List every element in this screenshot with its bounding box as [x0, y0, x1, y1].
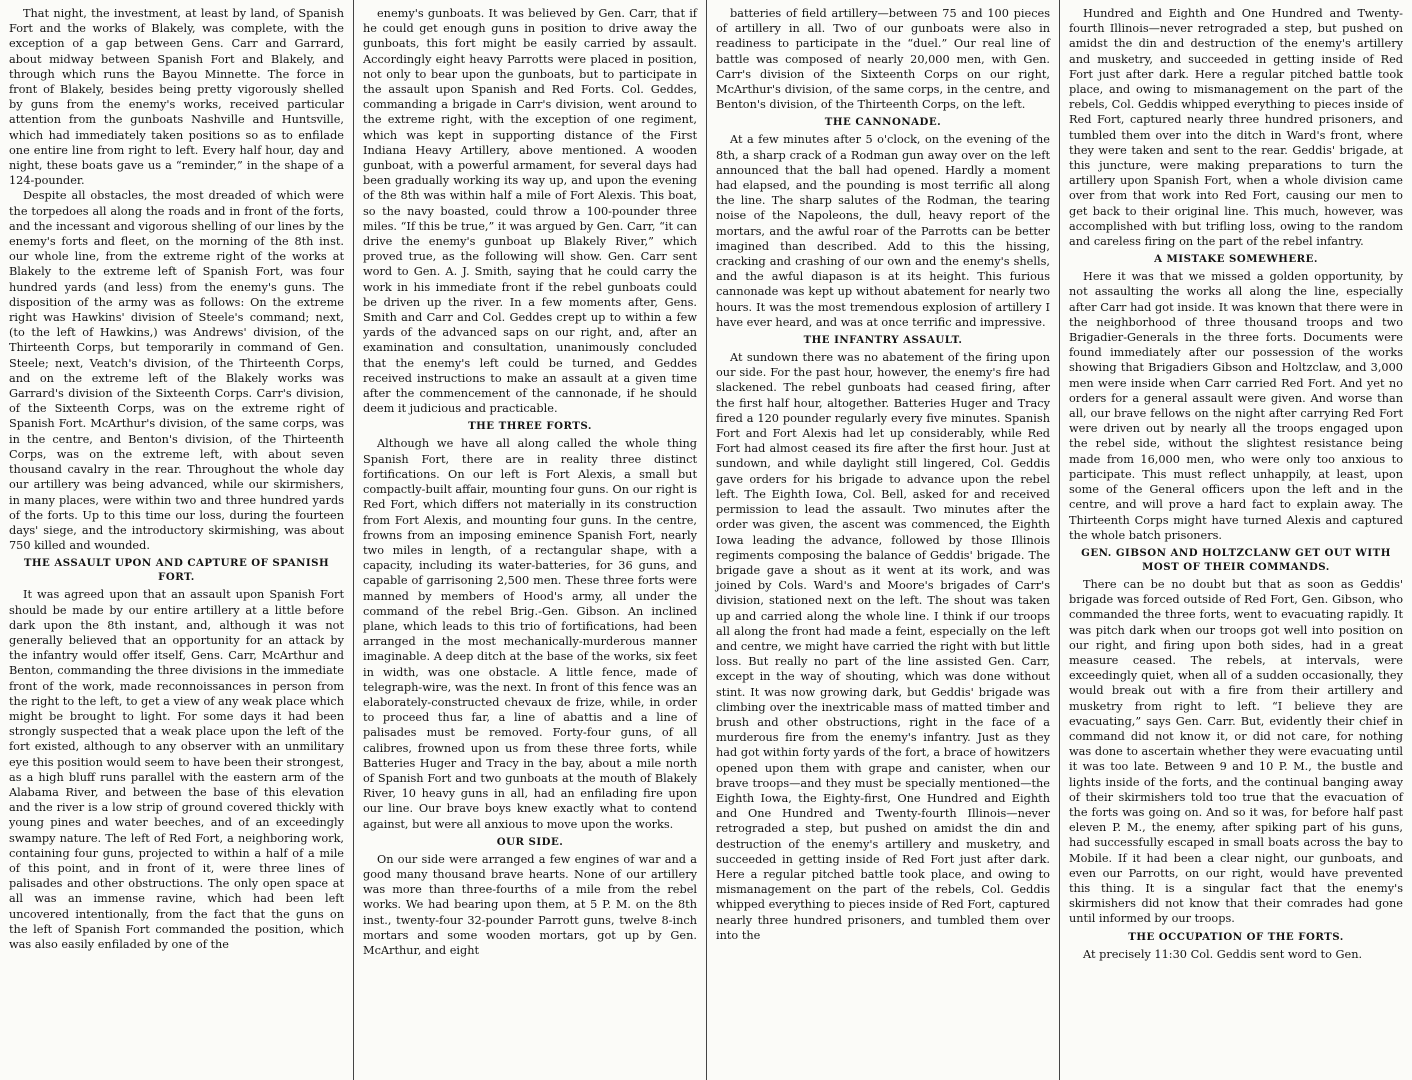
- column-3: [706, 0, 1059, 1080]
- article-paragraph: Here it was that we missed a golden opportunity, by not assaulting the works all along the line, especially after Carr had got inside. It was known that there were in the neighborhood of three thousand troops and two Brigadier-Generals in the three forts. Documents were found immediately after our possession of the works showing that Brigadiers Gibson and Holtzclaw, and 3,000 men were inside when Carr carried Red Fort. And yet no orders for a general assault were given. And worse than all, our brave fellows on the night after carrying Red Fort were driven out by nearly all the troops engaged upon the rebel side, without the slightest resistance being made from 16,000 men, who were only too anxious to participate. This must reflect unhappily, at least, upon some of the General officers upon the left and in the centre, and will prove a hard fact to explain away. The Thirteenth Corps might have turned Alexis and captured the whole batch prisoners.: [1069, 270, 1403, 542]
- article-paragraph: There can be no doubt but that as soon as Geddis' brigade was forced outside of Red Fort, Gen. Gibson, who commanded the three forts, went to evacuating rapidly. It was pitch dark when our troops got well into position on our right, and firing upon both sides, had in a great measure ceased. The rebels, at intervals, were exceedingly quiet, when all of a sudden occasionally, they would break out with a fire from their artillery and musketry from right to left. “I believe they are evacuating,” says Gen. Carr. But, evidently their chief in command did not know it, or did not care, for nothing was done to ascertain whether they were evacuating until it was too late. Between 9 and 10 P. M., the bustle and lights inside of the forts, and the continual banging away of their skirmishers told too true that the evacuation of the forts was going on. And so it was, for before half past eleven P. M., the enemy, after spiking part of his guns, had successfully escaped in small boats across the bay to Mobile. If it had been a clear night, our gunboats, and even our Parrotts, on our right, would have prevented this thing. It is a singular fact that the enemy's skirmishers did not know that their comrades had gone until informed by our troops.: [1069, 577, 1403, 926]
- article-paragraph: Hundred and Eighth and One Hundred and Twenty-fourth Illinois—never retrograded a step, but pushed on amidst the din and destruction of the enemy's artillery and musketry, and succeeded in getting inside of Red Fort just after dark. Here a regular pitched battle took place, and owing to mismanagement on the part of the rebels, Col. Geddis whipped everything to pieces inside of Red Fort, captured nearly three hundred prisoners, and tumbled them over into the ditch in Ward's front, where they were taken and sent to the rear. Geddis' brigade, at this juncture, were making preparations to turn the artillery upon Spanish Fort, when a whole division came over from that work into Red Fort, causing our men to get back to their original line. This much, however, was accomplished with but trifling loss, owing to the random and careless firing on the part of the rebel infantry.: [1069, 7, 1403, 249]
- article-paragraph: enemy's gunboats. It was believed by Gen. Carr, that if he could get enough guns in position to drive away the gunboats, this fort might be easily carried by assault. Accordingly eight heavy Parrotts were placed in position, not only to bear upon the gunboats, but to participate in the assault upon Spanish and Red Forts. Col. Geddes, commanding a brigade in Carr's division, went around to the extreme right, with the exception of one regiment, which was kept in supporting distance of the First Indiana Heavy Artillery, above mentioned. A wooden gunboat, with a powerful armament, for several days had been gradually working its way up, and upon the evening of the 8th was within half a mile of Fort Alexis. This boat, so the navy boasted, could throw a 100-pounder three miles. “If this be true,” it was argued by Gen. Carr, “it can drive the enemy's gunboat up Blakely River,” which proved true, as the following will show. Gen. Carr sent word to Gen. A. J. Smith, saying that he could carry the work in his immediate front if the rebel gunboats could be driven up the river. In a few moments after, Gens. Smith and Carr and Col. Geddes crept up to within a few yards of the advanced saps on our right, and, after an examination and consultation, unanimously concluded that the enemy's left could be turned, and Geddes received instructions to make an assault at a given time after the commencement of the cannonade, if he should deem it judicious and practicable.: [363, 7, 697, 416]
- column-4: [1059, 0, 1412, 1080]
- article-paragraph: On our side were arranged a few engines of war and a good many thousand brave hearts. None of our artillery was more than three-fourths of a mile from the rebel works. We had bearing upon them, at 5 P. M. on the 8th inst., twenty-four 32-pounder Parrott guns, twelve 8-inch mortars and some wooden mortars, got up by Gen. McArthur, and eight: [363, 852, 697, 957]
- column-2: [353, 0, 706, 1080]
- article-paragraph: That night, the investment, at least by land, of Spanish Fort and the works of Blakely, was complete, with the exception of a gap between Gens. Carr and Garrard, about midway between Spanish Fort and Blakely, and through which runs the Bayou Minnette. The force in front of Blakely, besides being pretty vigorously shelled by guns from the enemy's works, received particular attention from the gunboats Nashville and Huntsville, which had immediately taken positions so as to enfilade one entire line from right to left. Every half hour, day and night, these boats gave us a “reminder,” in the shape of a 124-pounder.: [9, 7, 344, 188]
- section-heading: THE THREE FORTS.: [468, 420, 592, 433]
- section-heading: THE OCCUPATION OF THE FORTS.: [1128, 930, 1344, 943]
- section-heading: THE CANNONADE.: [824, 116, 942, 129]
- article-paragraph: It was agreed upon that an assault upon Spanish Fort should be made by our entire artillery at a little before dark upon the 8th instant, and, although it was not generally believed that an opportunity for an attack by the infantry would offer itself, Gens. Carr, McArthur and Benton, commanding the three divisions in the immediate front of the work, made reconnoissances in person from the right to the left, to get a view of any weak place which might be brought to light. For some days it had been strongly suspected that a weak place upon the left of the fort existed, although to any observer with an unmilitary eye this position would seem to have been their strongest, as a high bluff runs parallel with the eastern arm of the Alabama River, and between the base of this elevation and the river is a low strip of ground covered thickly with young pines and water beeches, and of an exceedingly swampy nature. The left of Red Fort, a neighboring work, containing four guns, projected to within a half of a mile of this point, and in front of it, were three lines of palisades and other obstructions. The only open space at all was an immense ravine, which had been left uncovered intentionally, from the fact that the guns on the left of Spanish Fort commanded the position, which was also easily enfiladed by one of the: [9, 588, 344, 951]
- section-heading: THE ASSAULT UPON AND CAPTURE OF SPANISH FORT.: [23, 557, 330, 584]
- article-paragraph: batteries of field artillery—between 75 and 100 pieces of artillery in all. Two of our gunboats were also in readiness to participate in the “duel.” Our real line of battle was composed of nearly 20,000 men, with Gen. Carr's division of the Sixteenth Corps on our right, McArthur's division, of the same corps, in the centre, and Benton's division, of the Thirteenth Corps, on the left.: [716, 7, 1050, 112]
- article-paragraph: At sundown there was no abatement of the firing upon our side. For the past hour, however, the enemy's fire had slackened. The rebel gunboats had ceased firing, after the first half hour, altogether. Batteries Huger and Tracy fired a 120 pounder regularly every five minutes. Spanish Fort and Fort Alexis had let up considerably, while Red Fort had almost ceased its fire after the first hour. Just at sundown, and while daylight still lingered, Col. Geddis gave orders for his brigade to advance upon the rebel left. The Eighth Iowa, Col. Bell, asked for and received permission to lead the assault. Two minutes after the order was given, the ascent was commenced, the Eighth Iowa leading the advance, followed by those Illinois regiments composing the balance of Geddis' brigade. The brigade gave a shout as it went at its work, and was joined by Cols. Ward's and Moore's brigades of Carr's division, stationed next on the left. The shout was taken up and carried along the whole line. I think if our troops all along the front had made a feint, especially on the left and centre, we might have carried the right with but little loss. But really no part of the line assisted Gen. Carr, except in the way of shouting, which was done without stint. It was now growing dark, but Geddis' brigade was climbing over the inextricable mass of matted timber and brush and other obstructions, right in the face of a murderous fire from the enemy's infantry. Just as they had got within forty yards of the fort, a brace of howitzers opened upon them with grape and canister, when our brave troops—and they must be specially mentioned—the Eighth Iowa, the Eighty-first, One Hundred and Eighth and One Hundred and Twenty-fourth Illinois—never retrograded a step, but pushed on amidst the din and destruction of the enemy's artillery and musketry, and succeeded in getting inside of Red Fort just after dark. Here a regular pitched battle took place, and owing to mismanagement on the part of the rebels, Col. Geddis whipped everything to pieces inside of Red Fort, captured nearly three hundred prisoners, and tumbled them over into the: [716, 351, 1050, 942]
- column-1: [0, 0, 353, 1080]
- section-heading: A MISTAKE SOMEWHERE.: [1154, 253, 1318, 266]
- article-paragraph: At precisely 11:30 Col. Geddis sent word to Gen.: [1083, 947, 1363, 961]
- section-heading: OUR SIDE.: [496, 835, 564, 848]
- article-paragraph: At a few minutes after 5 o'clock, on the evening of the 8th, a sharp crack of a Rodman gun away over on the left announced that the ball had opened. Hardly a moment had elapsed, and the pounding is most terrific all along the line. The sharp salutes of the Rodman, the tearing noise of the Napoleons, the dull, heavy report of the mortars, and the awful roar of the Parrotts can be better imagined than described. Add to this the hissing, cracking and crashing of our own and the enemy's shells, and the awful diapason is at its height. This furious cannonade was kept up without abatement for nearly two hours. It was the most tremendous explosion of artillery I have ever heard, and was at once terrific and impressive.: [716, 133, 1050, 329]
- section-heading: THE INFANTRY ASSAULT.: [803, 334, 963, 347]
- article-paragraph: Although we have all along called the whole thing Spanish Fort, there are in reality three distinct fortifications. On our left is Fort Alexis, a small but compactly-built affair, mounting four guns. On our right is Red Fort, which differs not materially in its construction from Fort Alexis, and mounting four guns. In the centre, frowns from an imposing eminence Spanish Fort, nearly two miles in length, of a rectangular shape, with a capacity, including its water-batteries, for 36 guns, and capable of garrisoning 2,500 men. These three forts were manned by members of Hood's army, all under the command of the rebel Brig.-Gen. Gibson. An inclined plane, which leads to this trio of fortifications, had been arranged in the most mechanically-murderous manner imaginable. A deep ditch at the base of the works, six feet in width, was one obstacle. A little fence, made of telegraph-wire, was the next. In front of this fence was an elaborately-constructed chevaux de frize, while, in order to proceed thus far, a line of abattis and a line of palisades must be removed. Forty-four guns, of all calibres, frowned upon us from these three forts, while Batteries Huger and Tracy in the bay, about a mile north of Spanish Fort and two gunboats at the mouth of Blakely River, 10 heavy guns in all, had an enfilading fire upon our line. Our brave boys knew exactly what to contend against, but were all anxious to move upon the works.: [363, 437, 697, 831]
- article-paragraph: Despite all obstacles, the most dreaded of which were the torpedoes all along the roads and in front of the forts, and the incessant and vigorous shelling of our lines by the enemy's forts and fleet, on the morning of the 8th inst. our whole line, from the extreme right of the works at Blakely to the extreme left of Spanish Fort, was four hundred yards (and less) from the enemy's guns. The disposition of the army was as follows: On the extreme right was Hawkins' division of Steele's command; next, (to the left of Hawkins,) was Andrews' division, of the Thirteenth Corps, but temporarily in command of Gen. Steele; next, Veatch's division, of the Thirteenth Corps, and on the extreme left of the Blakely works was Garrard's division of the Sixteenth Corps. Carr's division, of the Sixteenth Corps, was on the extreme right of Spanish Fort. McArthur's division, of the same corps, was in the centre, and Benton's division, of the Thirteenth Corps, was on the extreme left, with about seven thousand cavalry in the rear. Throughout the whole day our artillery was being advanced, while our skirmishers, in many places, were within two and three hundred yards of the forts. Up to this time our loss, during the fourteen days' siege, and the introductory skirmishing, was about 750 killed and wounded.: [9, 189, 344, 553]
- section-heading: GEN. GIBSON AND HOLTZCLANW GET OUT WITH MOST OF THEIR COMMANDS.: [1081, 546, 1391, 573]
